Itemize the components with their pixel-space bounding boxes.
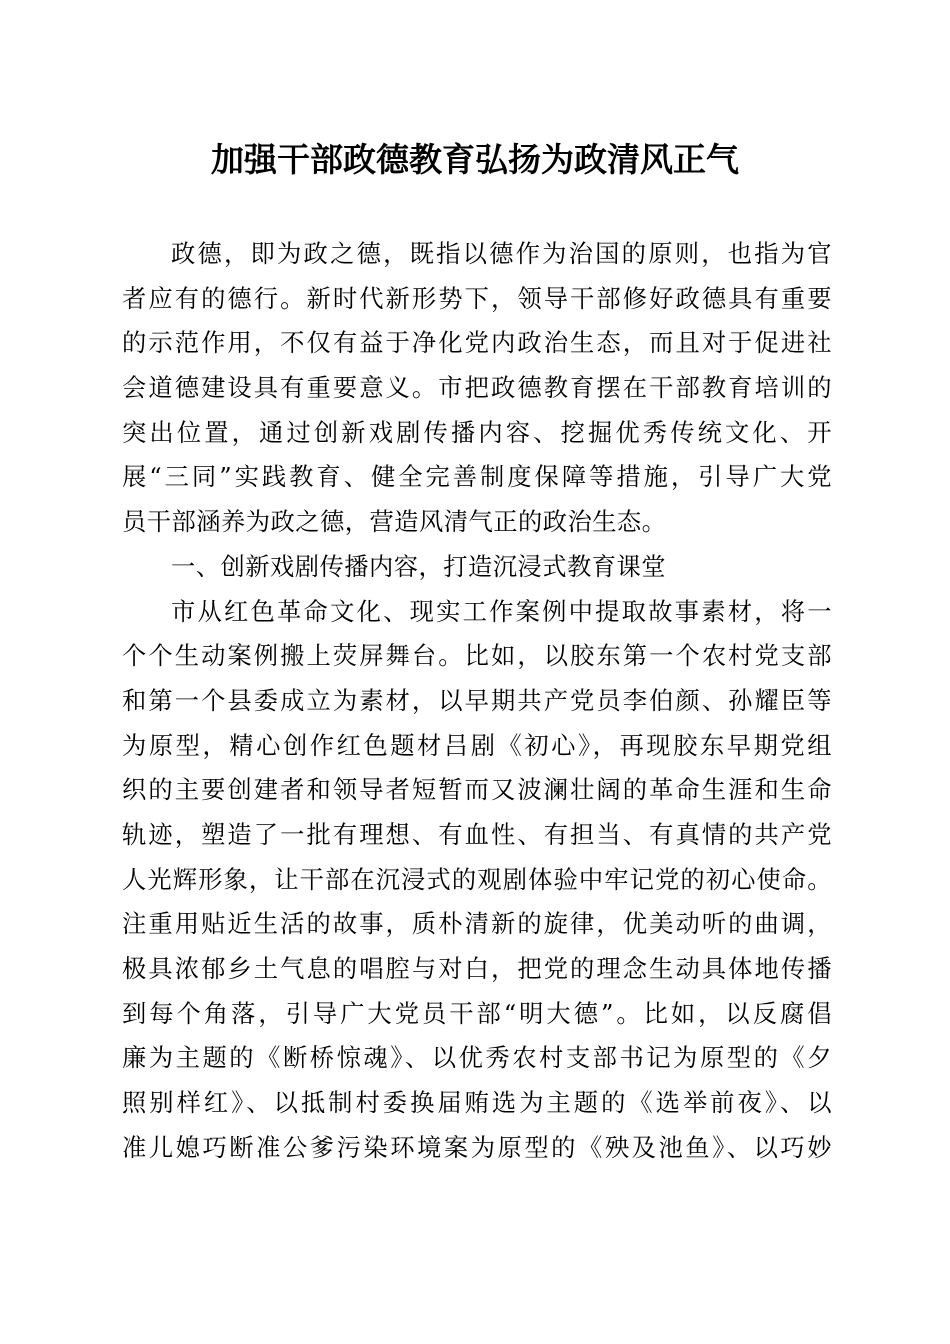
paragraph-line: 政德，即为政之德，既指以德作为治国的原则，也指为官 [171, 239, 832, 268]
paragraph-line: 为原型，精心创作红色题材吕剧《初心》，再现胶东早期党组 [122, 730, 832, 760]
paragraph-line: 员干部涵养为政之德，营造风清气正的政治生态。 [122, 507, 667, 537]
paragraph-line: 准儿媳巧断准公爹污染环境案为原型的《殃及池鱼》、以巧妙 [122, 1132, 832, 1162]
paragraph-line: 到每个角落，引导广大党员干部“明大德”。比如，以反腐倡 [122, 998, 832, 1028]
paragraph-line: 廉为主题的《断桥惊魂》、以优秀农村支部书记为原型的《夕 [122, 1043, 832, 1073]
paragraph-line: 个个生动案例搬上荧屏舞台。比如，以胶东第一个农村党支部 [122, 641, 832, 671]
paragraph-line: 会道德建设具有重要意义。市把政德教育摆在干部教育培训的 [122, 373, 832, 403]
paragraph-line: 和第一个县委成立为素材，以早期共产党员李伯颜、孙耀臣等 [122, 685, 832, 715]
document-title: 加强干部政德教育弘扬为政清风正气 [211, 140, 739, 179]
paragraph-line: 注重用贴近生活的故事，质朴清新的旋律，优美动听的曲调， [122, 909, 832, 939]
paragraph-line: 轨迹，塑造了一批有理想、有血性、有担当、有真情的共产党 [122, 819, 832, 849]
section-heading: 一、创新戏剧传播内容，打造沉浸式教育课堂 [171, 551, 666, 581]
paragraph-line: 照别样红》、以抵制村委换届贿选为主题的《选举前夜》、以 [122, 1088, 832, 1118]
paragraph-line: 人光辉形象，让干部在沉浸式的观剧体验中牢记党的初心使命。 [122, 864, 832, 894]
paragraph-line: 市从红色革命文化、现实工作案例中提取故事素材，将一 [171, 596, 832, 626]
document-body [122, 232, 832, 1170]
paragraph-line: 者应有的德行。新时代新形势下，领导干部修好政德具有重要 [122, 283, 832, 313]
paragraph-line: 展“三同”实践教育、健全完善制度保障等措施，引导广大党 [122, 462, 832, 492]
paragraph-line: 极具浓郁乡土气息的唱腔与对白，把党的理念生动具体地传播 [122, 954, 832, 983]
paragraph-line: 织的主要创建者和领导者短暂而又波澜壮阔的革命生涯和生命 [122, 775, 832, 805]
paragraph-line: 突出位置，通过创新戏剧传播内容、挖掘优秀传统文化、开 [122, 417, 832, 447]
paragraph-line: 的示范作用，不仅有益于净化党内政治生态，而且对于促进社 [122, 328, 832, 358]
